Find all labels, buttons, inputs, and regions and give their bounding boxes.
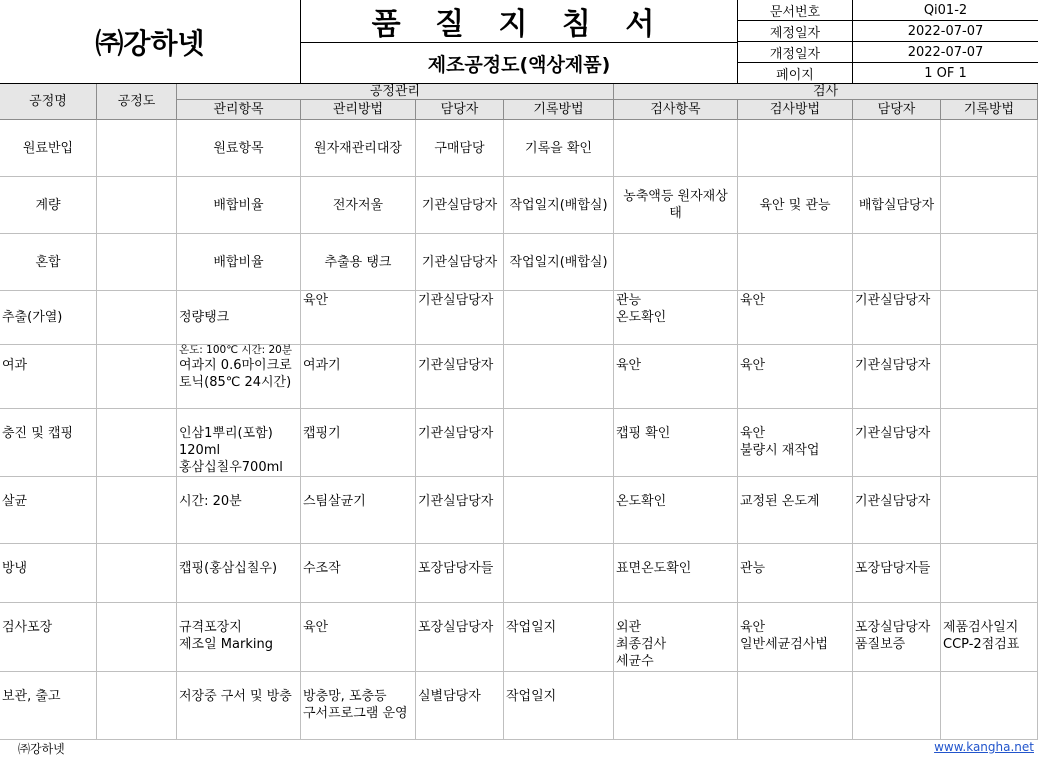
table-cell: 수조작	[301, 544, 416, 603]
table-cell	[941, 544, 1038, 603]
table-cell: 캡핑 확인	[614, 409, 738, 477]
divider	[738, 62, 1038, 63]
divider	[301, 42, 737, 43]
col-header-control-owner: 담당자	[416, 100, 504, 120]
table-cell: 온도확인	[614, 477, 738, 544]
table-cell: 배합비율	[177, 177, 301, 234]
table-cell	[738, 234, 853, 291]
group-header-inspection: 검사	[614, 84, 1038, 100]
table-cell: 저장중 구서 및 방충	[177, 672, 301, 740]
col-header-control-item: 관리항목	[177, 100, 301, 120]
meta-label-created: 제정일자	[769, 25, 821, 41]
table-cell: 기록을 확인	[504, 120, 614, 177]
table-cell: 외관 최종검사 세균수	[614, 603, 738, 672]
table-cell	[853, 120, 941, 177]
table-cell: 시간: 20분	[177, 477, 301, 544]
meta-value-revised: 2022-07-07	[907, 44, 984, 60]
table-cell: 육안	[301, 291, 416, 345]
table-cell: 농축액등 원자재상 태	[614, 177, 738, 234]
table-cell: 기관실담당자	[416, 409, 504, 477]
process-name: 원료반입	[0, 120, 97, 177]
extraction-tonic: 토닉(85℃ 24시간)	[179, 375, 292, 390]
col-header-diagram: 공정도	[97, 84, 177, 120]
divider	[738, 41, 1038, 42]
table-cell: 기관실담당자	[853, 291, 941, 345]
table-cell	[614, 672, 738, 740]
table-cell: 기관실담당자	[416, 177, 504, 234]
process-diagram	[97, 672, 177, 740]
process-name: 충진 및 캡핑	[0, 409, 97, 477]
table-cell	[614, 120, 738, 177]
table-cell: 작업일지	[504, 672, 614, 740]
table-cell	[941, 672, 1038, 740]
document-header	[0, 0, 1038, 86]
table-cell: 기관실담당자	[416, 477, 504, 544]
document-title: 품 질 지 침 서	[371, 7, 667, 42]
col-header-control-record: 기록방법	[504, 100, 614, 120]
table-cell	[738, 672, 853, 740]
table-cell: 관능 온도확인	[614, 291, 738, 345]
meta-value-created: 2022-07-07	[907, 23, 984, 39]
table-cell: 포장실담당자 품질보증	[853, 603, 941, 672]
table-cell	[504, 544, 614, 603]
table-cell: 포장담당자들	[416, 544, 504, 603]
process-name: 검사포장	[0, 603, 97, 672]
process-name: 계량	[0, 177, 97, 234]
table-cell: 관능	[738, 544, 853, 603]
table-cell: 기관실담당자	[416, 345, 504, 409]
table-cell	[941, 234, 1038, 291]
table-cell	[941, 291, 1038, 345]
col-header-inspect-item: 검사항목	[614, 100, 738, 120]
table-cell	[614, 234, 738, 291]
table-cell	[853, 672, 941, 740]
table-cell	[941, 477, 1038, 544]
table-cell: 육안	[614, 345, 738, 409]
process-name: 보관, 출고	[0, 672, 97, 740]
process-diagram	[97, 234, 177, 291]
col-header-inspect-owner: 담당자	[853, 100, 941, 120]
process-diagram	[97, 120, 177, 177]
process-name: 추출(가열)	[0, 291, 97, 345]
divider	[738, 20, 1038, 21]
process-diagram	[97, 345, 177, 409]
process-diagram	[97, 291, 177, 345]
table-cell: 기관실담당자	[853, 409, 941, 477]
col-header-inspect-method: 검사방법	[738, 100, 853, 120]
table-cell: 인삼1뿌리(포함) 120ml 홍삼십칠우700ml	[177, 409, 301, 477]
process-diagram	[97, 544, 177, 603]
table-cell	[941, 120, 1038, 177]
table-cell: 추출용 탱크	[301, 234, 416, 291]
table-cell: 기관실담당자	[416, 291, 504, 345]
table-cell: 육안 일반세균검사법	[738, 603, 853, 672]
table-cell: 작업일지	[504, 603, 614, 672]
divider	[852, 0, 853, 84]
extraction-tank: 정량탱크	[179, 310, 230, 325]
process-name: 혼합	[0, 234, 97, 291]
footer-website-link[interactable]: www.kangha.net	[934, 740, 1034, 754]
table-cell: 표면온도확인	[614, 544, 738, 603]
table-cell: 여과지 0.6마이크로	[177, 345, 301, 409]
table-cell: 기관실담당자	[853, 477, 941, 544]
table-cell: 포장실담당자	[416, 603, 504, 672]
table-cell: 방충망, 포충등 구서프로그램 운영	[301, 672, 416, 740]
col-header-inspect-record: 기록방법	[941, 100, 1038, 120]
table-cell: 육안 불량시 재작업	[738, 409, 853, 477]
table-cell: 기관실담당자	[853, 345, 941, 409]
table-cell: 캡핑기	[301, 409, 416, 477]
table-cell	[504, 291, 614, 345]
group-header-control: 공정관리	[177, 84, 614, 100]
process-diagram	[97, 409, 177, 477]
table-cell: 작업일지(배합실)	[504, 177, 614, 234]
meta-label-page: 페이지	[776, 67, 814, 83]
table-cell: 스팀살균기	[301, 477, 416, 544]
table-cell: 실별담당자	[416, 672, 504, 740]
table-cell: 육안	[738, 291, 853, 345]
table-cell	[941, 177, 1038, 234]
process-name: 방냉	[0, 544, 97, 603]
table-cell: 육안	[738, 345, 853, 409]
table-cell: 육안	[301, 603, 416, 672]
table-cell: 원자재관리대장	[301, 120, 416, 177]
table-cell	[941, 409, 1038, 477]
extraction-condition: 온도: 100℃ 시간: 20분	[179, 344, 292, 356]
meta-value-doc-no: Qi01-2	[923, 2, 968, 18]
table-cell: 캡핑(홍삼십칠우)	[177, 544, 301, 603]
divider	[737, 0, 738, 84]
col-header-control-method: 관리방법	[301, 100, 416, 120]
table-cell: 제품검사일지 CCP-2점검표	[941, 603, 1038, 672]
table-cell: 배합비율	[177, 234, 301, 291]
meta-value-page: 1 OF 1	[924, 65, 967, 81]
table-cell: 교정된 온도계	[738, 477, 853, 544]
table-cell	[853, 234, 941, 291]
table-cell: 전자저울	[301, 177, 416, 234]
document-subtitle: 제조공정도(액상제품)	[427, 53, 611, 76]
process-name: 살균	[0, 477, 97, 544]
table-cell: 육안 및 관능	[738, 177, 853, 234]
table-cell	[504, 477, 614, 544]
table-cell: 규격포장지 제조일 Marking	[177, 603, 301, 672]
table-cell: 여과기	[301, 345, 416, 409]
footer-company: ㈜강하넷	[18, 742, 65, 756]
meta-label-revised: 개정일자	[769, 46, 821, 62]
table-cell: 구매담당	[416, 120, 504, 177]
col-header-process: 공정명	[0, 84, 97, 120]
table-cell	[504, 409, 614, 477]
process-diagram	[97, 603, 177, 672]
table-cell: 배합실담당자	[853, 177, 941, 234]
meta-label-doc-no: 문서번호	[769, 4, 821, 20]
table-cell: 포장담당자들	[853, 544, 941, 603]
process-diagram	[97, 477, 177, 544]
table-cell: 기관실담당자	[416, 234, 504, 291]
process-diagram	[97, 177, 177, 234]
table-cell: 작업일지(배합실)	[504, 234, 614, 291]
table-cell	[738, 120, 853, 177]
table-cell: 원료항목	[177, 120, 301, 177]
table-cell	[504, 345, 614, 409]
process-name: 여과	[0, 345, 97, 409]
company-logo-text: ㈜강하넷	[95, 27, 205, 60]
table-cell	[941, 345, 1038, 409]
